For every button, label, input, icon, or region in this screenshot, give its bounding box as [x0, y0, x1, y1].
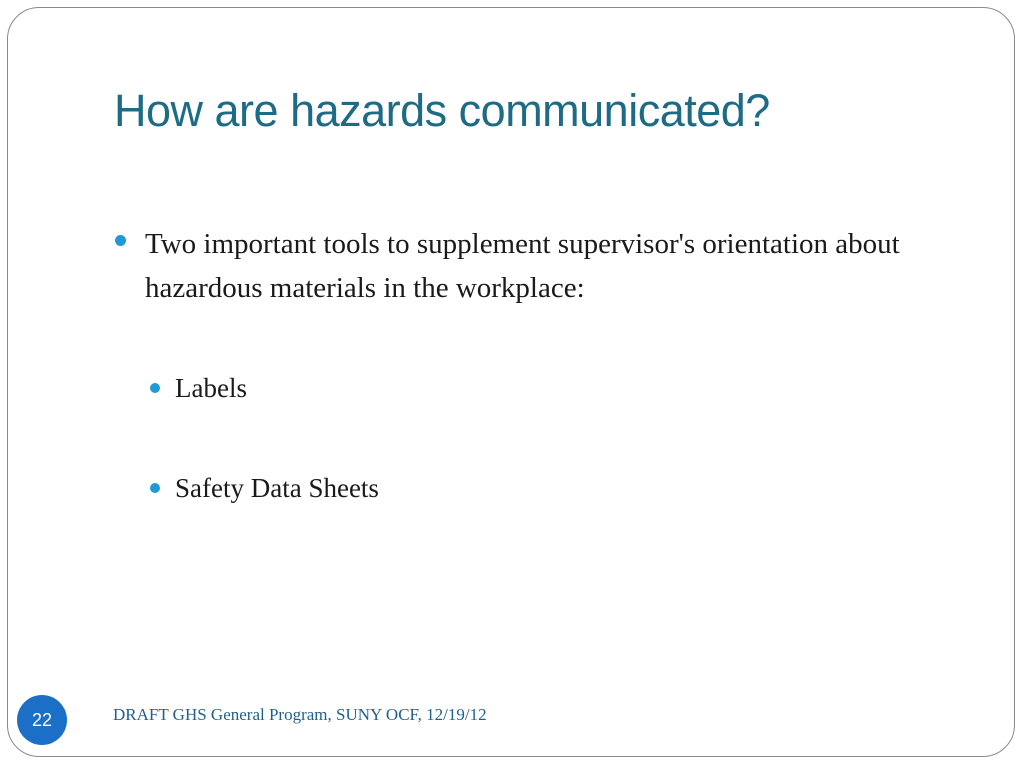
bullet-item	[115, 222, 935, 310]
sub-bullet-item-safety-data-sheets	[150, 470, 379, 506]
slide-footer: DRAFT GHS General Program, SUNY OCF, 12/19/12	[113, 705, 487, 724]
sub-bullet-text: Labels	[175, 373, 247, 403]
slide-title: How are hazards communicated?	[114, 85, 770, 136]
sub-bullet-marker-icon	[150, 383, 160, 393]
bullet-text: Two important tools to supplement supervisor's orientation about hazardous materials in the workplace:	[145, 228, 900, 304]
sub-bullet-marker-icon	[150, 483, 160, 493]
sub-bullet-item-labels	[150, 370, 247, 406]
sub-bullet-text: Safety Data Sheets	[175, 473, 379, 503]
bullet-marker-icon	[115, 235, 126, 246]
slide-number-badge: 22	[17, 695, 67, 745]
